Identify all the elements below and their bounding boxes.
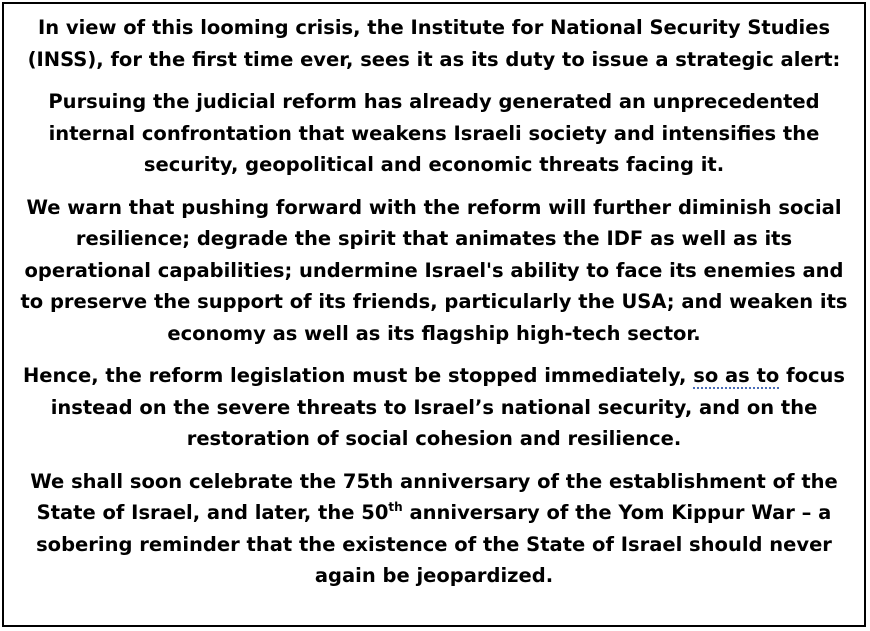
hence-paragraph [14,360,854,455]
hence-text-after: focus instead on the severe threats to Israel’s national security, and on the restoration of social cohesion and resilience. [50,364,846,450]
anniversary-paragraph [14,466,854,592]
statement-box [2,2,866,627]
hence-text-before: Hence, the reform legislation must be stopped immediately, [22,364,694,387]
alert-paragraph: Pursuing the judicial reform has already generated an unprecedented internal confrontation that weakens Israeli society and intensifies the security, geopolitical and economic threats facing it. [48,90,820,176]
intro-paragraph: In view of this looming crisis, the Institute for National Security Studies (INSS), for the first time ever, sees it as its duty to issue a strategic alert: [27,16,841,71]
warning-paragraph: We warn that pushing forward with the reform will further diminish social resilience; degrade the spirit that animates the IDF as well as its operational capabilities; undermine Israel's ability to face its enemies and to preserve the support of its friends, particularly the USA; and weaken its economy as well as its flagship high-tech sector. [20,195,848,345]
anniversary-text-part2: anniversary of the Yom Kippur War – a sobering reminder that the existence of the State of Israel should never again be jeopardized. [36,501,832,587]
grammar-flagged-phrase[interactable]: so as to [693,364,780,387]
ordinal-superscript: th [388,500,403,514]
statement-text [14,12,854,617]
anniversary-text-part1: We shall soon celebrate the 75th anniversary of the establishment of the State of Israel, and later, the 50 [30,469,838,524]
